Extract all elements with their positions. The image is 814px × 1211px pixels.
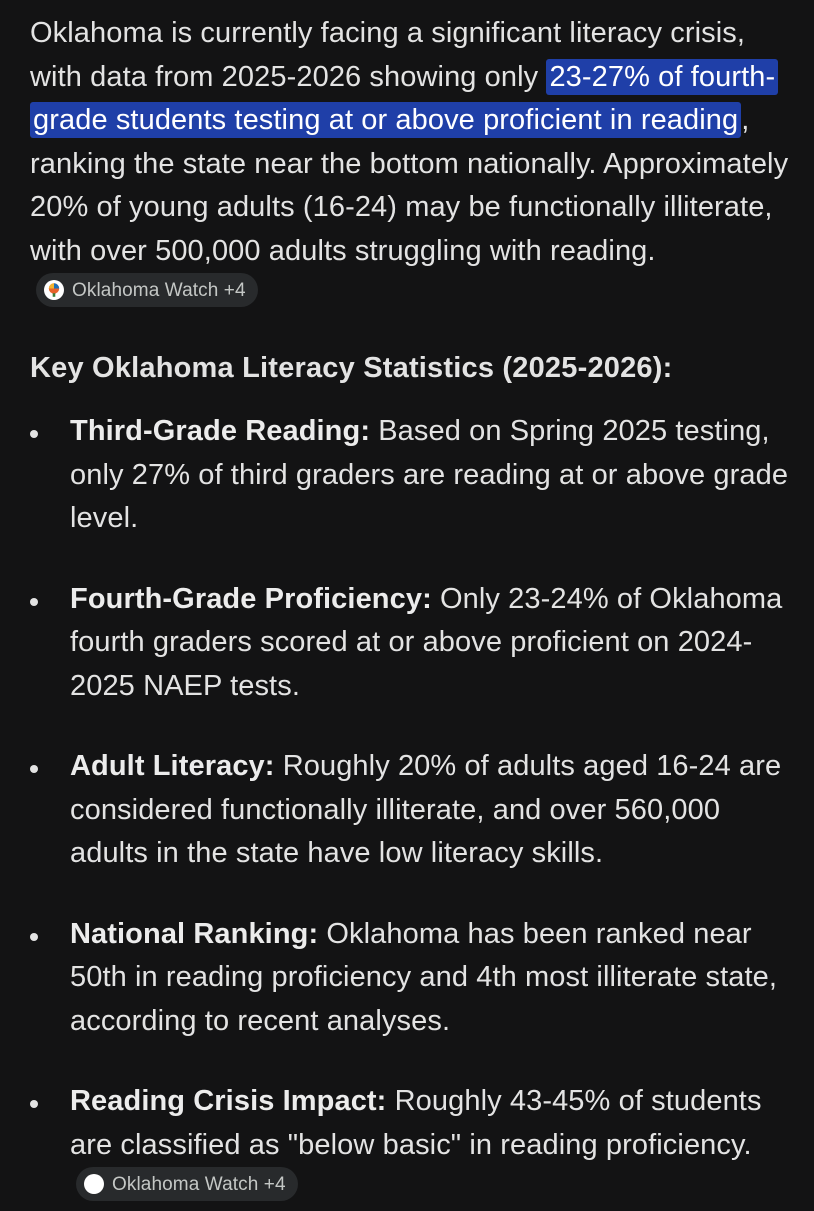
stat-text: Oklahoma has been ranked near 50th in reading proficiency and 4th most illiterate state, according to recent analyses. [70,917,778,1037]
list-item [30,913,790,1044]
stat-text: Roughly 20% of adults aged 16-24 are considered functionally illiterate, and over 560,000 adults in the state have low literacy skills. [70,750,782,869]
oklahoma-watch-logo-icon [44,280,64,300]
section-heading: Key Oklahoma Literacy Statistics (2025-2026): [30,351,673,384]
stat-label: Reading Crisis Impact: [70,1085,387,1117]
list-item [30,1080,790,1211]
white-circle-icon [84,1174,104,1194]
stat-text: Based on Spring 2025 testing, only 27% of third graders are reading at or above grade level. [70,415,789,534]
list-item [30,745,790,876]
list-item [30,410,790,541]
stat-text: Roughly 43-45% of students are classified as "below basic" in reading proficiency. [70,1085,762,1161]
source-chip-label: Oklahoma Watch +4 [112,1173,286,1195]
source-chip-impact[interactable] [76,1167,298,1201]
stat-label: Adult Literacy: [70,750,275,782]
bullet-dot [30,765,38,773]
bullet-dot [30,933,38,941]
intro-text-after: , ranking the state near the bottom nationally. Approximately 20% of young adults (16-24) may be functionally illiterate, with over 500,000 adults struggling with reading. [30,104,789,267]
highlighted-text[interactable]: 23-27% of fourth-grade students testing at or above proficient in reading [30,59,778,139]
stat-text: Only 23-24% of Oklahoma fourth graders scored at or above proficient on 2024-2025 NAEP tests. [70,582,783,702]
stat-label: Fourth-Grade Proficiency: [70,582,432,615]
bullet-dot [30,1100,38,1108]
stat-label: Third-Grade Reading: [70,415,371,447]
source-chip-label: Oklahoma Watch +4 [72,279,246,301]
list-item [30,578,790,709]
stat-label: National Ranking: [70,917,319,950]
bullet-dot [30,430,38,438]
intro-text-before: Oklahoma is currently facing a significant literacy crisis, with data from 2025-2026 showing only [30,17,746,93]
source-chip-intro[interactable] [36,273,258,307]
intro-paragraph [30,12,790,317]
stats-list [30,410,790,1211]
bullet-dot [30,598,38,606]
